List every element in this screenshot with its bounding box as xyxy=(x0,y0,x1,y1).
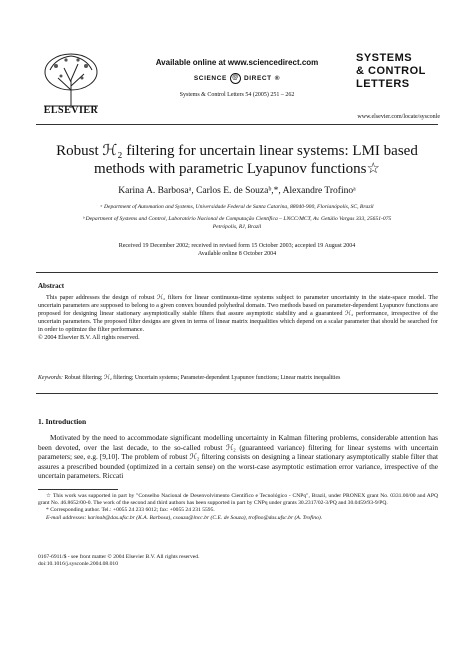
introduction-body xyxy=(38,433,438,481)
journal-logo-line-3: LETTERS xyxy=(356,78,410,90)
affiliation-a: ᵃ Department of Automation and Systems, Universidade Federal de Santa Catarina, 88040-900, Florianópolis, SC, Brazil xyxy=(100,204,374,210)
bottom-metadata xyxy=(38,554,438,568)
sd-logo-word-2: DIRECT xyxy=(243,74,272,82)
footnote-corresponding: * Corresponding author. Tel.: +0055 24 233 6012; fax: +0055 24 231 5595. xyxy=(46,507,215,514)
article-authors: Karina A. Barbosaᵃ, Carlos E. de Souzaᵇ,*, Alexandre Trofinoᵃ xyxy=(118,186,356,196)
section-heading-introduction: 1. Introduction xyxy=(38,417,87,426)
doi-line: doi:10.1016/j.sysconle.2004.08.010 xyxy=(38,561,119,568)
keywords-label: Keywords: xyxy=(38,375,63,381)
abstract-text: This paper addresses the design of robust ℋ₂ filters for linear continuous-time systems subject to parameter uncertainty in the state-space model. The uncertain parameters are supposed to belong to a given convex bounded polyhedral domain. Two methods based on parameter-dependent Lyapunov functions are proposed for designing linear stationary asymptotically stable filters that assure asymptotic stability and a guaranteed ℋ₂ performance, irrespective of the uncertain parameters. The proposed filter designs are given in terms of linear matrix inequalities which depend on a scalar parameter that should be searched for in order to optimize the filter performance. xyxy=(38,294,438,333)
article-title: Robust ℋ₂ filtering for uncertain linear systems: LMI based methods with parametric Lyapunov functions☆ xyxy=(56,143,418,177)
keywords-text: Robust filtering; ℋ₂ filtering; Uncertain systems; Parameter-dependent Lyapunov functions; Linear matrix inequalities xyxy=(64,375,341,381)
journal-logo-line-2: & CONTROL xyxy=(356,65,426,77)
elsevier-tree-logo xyxy=(36,50,106,110)
abstract-top-divider xyxy=(36,272,438,273)
header-divider xyxy=(36,124,438,125)
article-dates xyxy=(70,242,404,258)
footnote-funding: ☆ This work was supported in part by "Conselho Nacional de Desenvolvimento Científico e Tecnológico - CNPq", Brazil, under PRONEX grant No. 0331.00/00 and APQ grant No. 46.8652/00-0. The work of the second and third authors has been supported in part by CNPq under grants 30.2317/02-3/PQ and 30.0459/93-9/PQ. xyxy=(38,493,438,507)
footnote-email: E-mail addresses: karinab@das.ufsc.br (K.A. Barbosa), csouza@lncc.br (C.E. de Souza), trofino@das.ufsc.br (A. Trofino). xyxy=(46,514,323,521)
issn-line: 0167-6911/$ - see front matter © 2004 Elsevier B.V. All rights reserved. xyxy=(38,554,200,560)
online-date: Available online 8 October 2004 xyxy=(197,251,277,257)
sd-logo-word-1: SCIENCE xyxy=(193,74,227,82)
affiliation-b: ᵇ Department of Systems and Control, Laboratório Nacional de Computação Científica – LNCC/MCT, Av. Getúlio Vargas 333, 25651-075 Petrópolis, RJ, Brazil xyxy=(82,216,392,230)
abstract-heading: Abstract xyxy=(38,282,65,290)
publisher-name: ELSEVIER xyxy=(43,105,99,116)
journal-reference: Systems & Control Letters 54 (2005) 251 – 262 xyxy=(179,92,295,98)
footnote-divider xyxy=(38,489,118,490)
journal-url-link[interactable]: www.elsevier.com/locate/sysconle xyxy=(357,114,440,120)
sd-at-icon: @ xyxy=(230,73,241,84)
journal-logo-line-1: SYSTEMS xyxy=(356,52,413,64)
sciencedirect-logo xyxy=(170,70,304,86)
sd-logo-reg: ® xyxy=(274,74,281,82)
introduction-paragraph: Motivated by the need to accommodate significant modelling uncertainty in Kalman filtering problems, considerable attention has been devoted, over the last decade, to the so-called robust ℋ₂ (guaranteed variance) filtering for linear systems with uncertain parameters; see, e.g. [9,10]. The problem of robust ℋ₂ filtering consists on designing a linear stationary asymptotically stable filter that assures a prescribed bounded (optimized in a certain sense) on the worst-case asymptotic estimation error variance, irrespective of the uncertain parameters. Riccati xyxy=(38,433,438,481)
abstract-body xyxy=(38,294,438,342)
abstract-bottom-divider xyxy=(36,393,438,394)
footnotes xyxy=(38,493,438,522)
abstract-copyright: © 2004 Elsevier B.V. All rights reserved. xyxy=(38,334,140,341)
journal-logo xyxy=(356,52,436,106)
received-dates: Received 19 December 2002; received in revised form 15 October 2003; accepted 19 August 2004 xyxy=(118,243,356,249)
available-online: Available online at www.sciencedirect.com xyxy=(155,58,319,67)
keywords xyxy=(38,375,438,381)
